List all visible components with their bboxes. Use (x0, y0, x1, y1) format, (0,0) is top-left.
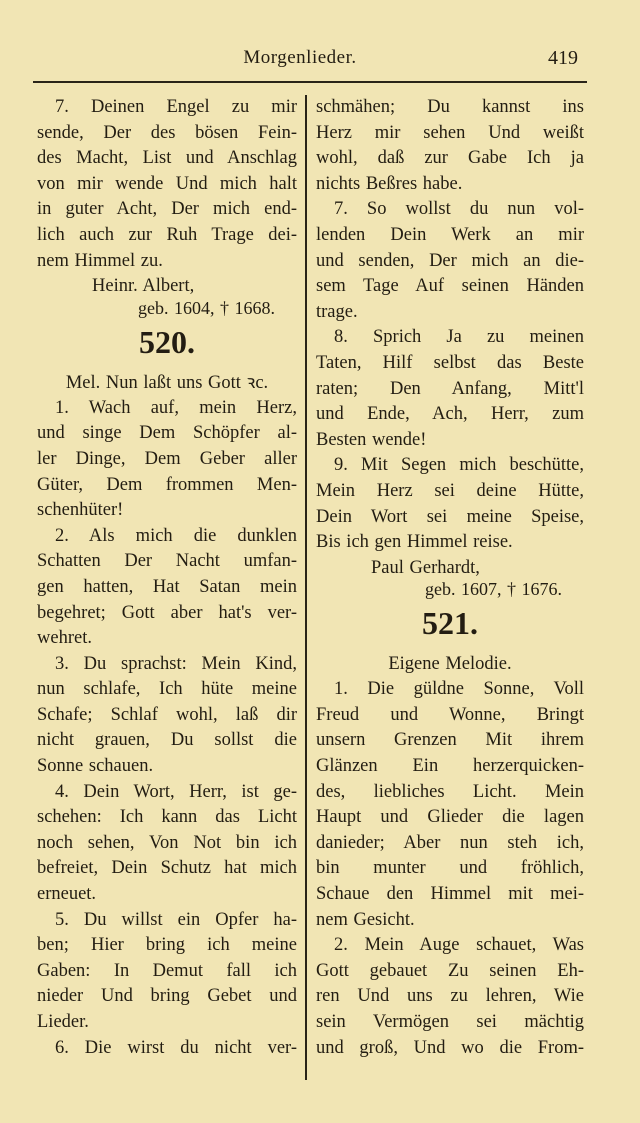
verse-end-line: schenhüter! (37, 500, 124, 521)
verse-end-line: Sonne schauen. (37, 756, 154, 777)
text-line: danieder; Aber nun steh ich, (316, 832, 584, 853)
verse-start-line: 5. Du willst ein Opfer ha- (55, 909, 297, 930)
text-line: und Ende, Ach, Herr, zum (316, 404, 584, 425)
text-line: Güter, Dem frommen Men- (37, 474, 297, 495)
text-line: und groß, Und wo die From- (316, 1037, 584, 1058)
text-line: Schafe; Schlaf wohl, laß dir (37, 704, 297, 725)
verse-end-line: Bis ich gen Himmel reise. (316, 532, 513, 553)
text-line: und senden, Der mich an die- (316, 250, 584, 271)
text-line: schehen: Ich kann das Licht (37, 807, 297, 828)
verse-start-line: 2. Als mich die dunklen (55, 525, 297, 546)
hymn-number: 521. (422, 605, 478, 642)
text-line: Mein Herz sei deine Hütte, (316, 480, 584, 501)
text-line: nicht grauen, Du sollst die (37, 730, 297, 751)
text-line: schmähen; Du kannst ins (316, 97, 584, 117)
text-line: des, liebliches Licht. Mein (316, 781, 584, 802)
verse-end-line: nem Himmel zu. (37, 250, 163, 271)
verse-start-line: 7. Deinen Engel zu mir (55, 97, 297, 117)
text-line: wohl, daß zur Gabe Ich ja (316, 148, 584, 169)
text-line: des Macht, List und Anschlag (37, 148, 297, 169)
text-line: Schaue den Himmel mit mei- (316, 884, 584, 905)
text-line: sein Vermögen sei mächtig (316, 1012, 584, 1032)
author-dates: geb. 1607, † 1676. (425, 579, 562, 600)
text-line: bin munter und fröhlich, (316, 858, 584, 879)
header-rule (33, 81, 587, 83)
hymn-number: 520. (139, 323, 195, 360)
verse-start-line: 4. Dein Wort, Herr, ist ge- (55, 781, 297, 802)
text-line: noch sehen, Von Not bin ich (37, 832, 297, 853)
text-line: nun schlafe, Ich hüte meine (37, 679, 297, 700)
text-line: lich auch zur Ruh Trage dei- (37, 224, 297, 245)
right-column (316, 95, 584, 1061)
verse-start-line: 1. Wach auf, mein Herz, (55, 397, 297, 418)
text-line: Herz mir sehen Und weißt (316, 122, 584, 143)
text-line: Gott gebauet Zu seinen Eh- (316, 960, 584, 981)
verse-end-line: Besten wende! (316, 429, 427, 450)
verse-end-line: erneuet. (37, 884, 97, 905)
text-line: ren Und uns zu lehren, Wie (316, 986, 584, 1007)
author-name: Heinr. Albert, (92, 276, 195, 297)
text-line: und singe Dem Schöpfer al- (37, 423, 297, 444)
verse-end-line: nichts Beßres habe. (316, 173, 463, 194)
text-line: Haupt und Glieder die lagen (316, 807, 584, 828)
melody-note: Eigene Melodie. (388, 654, 512, 675)
text-line: Schatten Der Nacht umfan- (37, 551, 297, 572)
text-line: unsern Grenzen Mit ihrem (316, 730, 584, 751)
verse-start-line: 2. Mein Auge schauet, Was (334, 935, 584, 956)
text-line: Glänzen Ein herzerquicken- (316, 756, 584, 777)
verse-start-line: 9. Mit Segen mich beschütte, (334, 455, 584, 476)
text-line: Taten, Hilf selbst das Beste (316, 352, 584, 373)
text-line: ler Dinge, Dem Geber aller (37, 448, 297, 469)
text-line: sende, Der des bösen Fein- (37, 122, 297, 143)
text-line: raten; Den Anfang, Mitt'l (316, 378, 584, 399)
text-line: befreiet, Dein Schutz hat mich (37, 858, 297, 879)
verse-start-line: 1. Die güldne Sonne, Voll (334, 679, 584, 700)
text-line: Freud und Wonne, Bringt (316, 704, 584, 725)
verse-start-line: 6. Die wirst du nicht ver- (55, 1037, 297, 1058)
melody-note: Mel. Nun laßt uns Gott ꝛc. (65, 372, 269, 393)
text-line: in guter Acht, Der mich end- (37, 199, 297, 220)
text-line: nieder Und bring Gebet und (37, 986, 297, 1007)
text-line: lenden Dein Werk an mir (316, 224, 584, 245)
verse-start-line: 3. Du sprachst: Mein Kind, (55, 653, 297, 674)
text-line: begehret; Gott aber hat's ver- (37, 602, 297, 623)
author-dates: geb. 1604, † 1668. (138, 297, 275, 318)
verse-end-line: nem Gesicht. (316, 909, 415, 930)
text-line: Gaben: In Demut fall ich (37, 960, 297, 981)
author-name: Paul Gerhardt, (371, 557, 480, 578)
page-number: 419 (548, 47, 578, 69)
text-line: von mir wende Und mich halt (37, 173, 297, 194)
text-line: ben; Hier bring ich meine (37, 935, 297, 956)
column-divider (305, 95, 307, 1080)
verse-end-line: wehret. (37, 628, 92, 649)
running-header-title: Morgenlieder. (243, 47, 357, 68)
text-line: gen hatten, Hat Satan mein (37, 576, 297, 597)
text-line: Dein Wort sei meine Speise, (316, 506, 584, 527)
verse-start-line: 7. So wollst du nun vol- (334, 199, 584, 220)
verse-end-line: Lieder. (37, 1012, 89, 1032)
text-line: sem Tage Auf seinen Händen (316, 276, 584, 297)
verse-start-line: 8. Sprich Ja zu meinen (334, 327, 584, 348)
left-column (37, 95, 297, 1061)
verse-end-line: trage. (316, 301, 358, 322)
